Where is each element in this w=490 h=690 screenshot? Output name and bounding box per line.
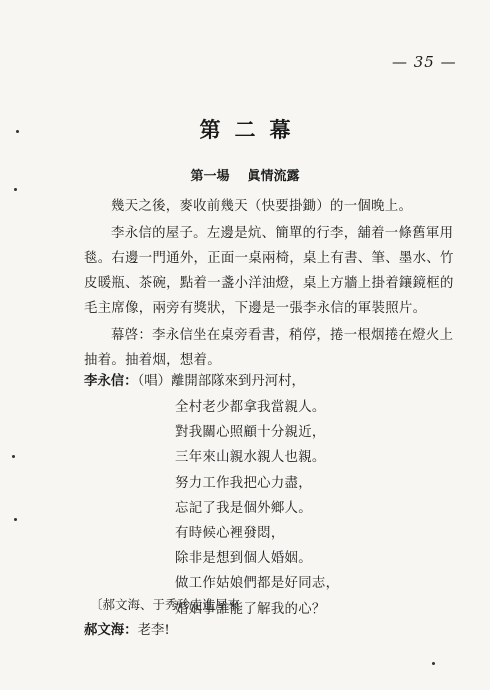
scan-speck: [14, 518, 17, 521]
act-title: 第二幕: [199, 117, 305, 142]
stage-direction-sing: （唱）: [137, 374, 172, 389]
song-verse: [175, 395, 465, 622]
scene-title: [0, 165, 490, 184]
curtain-paragraph: 幕啓：李永信坐在桌旁看書，稍停，捲一根烟捲在燈火上抽着。抽着烟，想着。: [84, 328, 454, 368]
speaker-name: 李永信：: [84, 373, 138, 389]
scene-number: 第一場: [190, 169, 230, 184]
time-paragraph: 幾天之後，麥收前幾天（快要掛鋤）的一個晚上。: [111, 199, 413, 214]
scene-name: 眞情流露: [247, 169, 300, 184]
verse-line: 努力工作我把心力盡，: [175, 475, 312, 491]
page-number: — 35 —: [392, 53, 457, 71]
speaker-name: 郝文海：: [84, 622, 138, 638]
verse-line: 對我關心照顧十分親近，: [175, 425, 326, 441]
verse-line: 離開部隊來到丹河村，: [171, 374, 305, 389]
song-first-line: [84, 369, 464, 394]
verse-line: 三年來山親水親人也親。: [175, 450, 326, 466]
verse-line: 有時候心裡發悶，: [175, 526, 285, 542]
stage-direction: 〔郝文海、于秀珍走進屋來: [90, 597, 241, 612]
dialogue-line: [84, 618, 464, 643]
verse-line: 除非是想到個人婚姻。: [175, 551, 312, 567]
scan-speck: [14, 188, 17, 191]
dialogue-text: 老李!: [137, 623, 170, 638]
verse-line: 婚姻事誰能了解我的心？: [175, 601, 326, 617]
scan-speck: [12, 455, 15, 458]
intro-text: [84, 194, 460, 373]
scan-speck: [432, 662, 435, 665]
setting-paragraph: 李永信的屋子。左邊是炕、簡單的行李，舖着一條舊軍用毯。右邊一門通外，正面一桌兩椅，桌上有書、筆、墨水、竹皮暖瓶、茶碗，點着一盞小洋油燈，桌上方牆上掛着鑲鏡框的毛主席像，兩旁有獎狀，下邊是一張李永信的軍裝照片。: [84, 226, 454, 316]
scan-speck: [16, 130, 19, 133]
verse-line: 做工作姑娘們都是好同志，: [175, 576, 340, 592]
verse-line: 全村老少都拿我當親人。: [175, 400, 326, 415]
verse-line: 忘記了我是個外鄉人。: [175, 500, 312, 516]
